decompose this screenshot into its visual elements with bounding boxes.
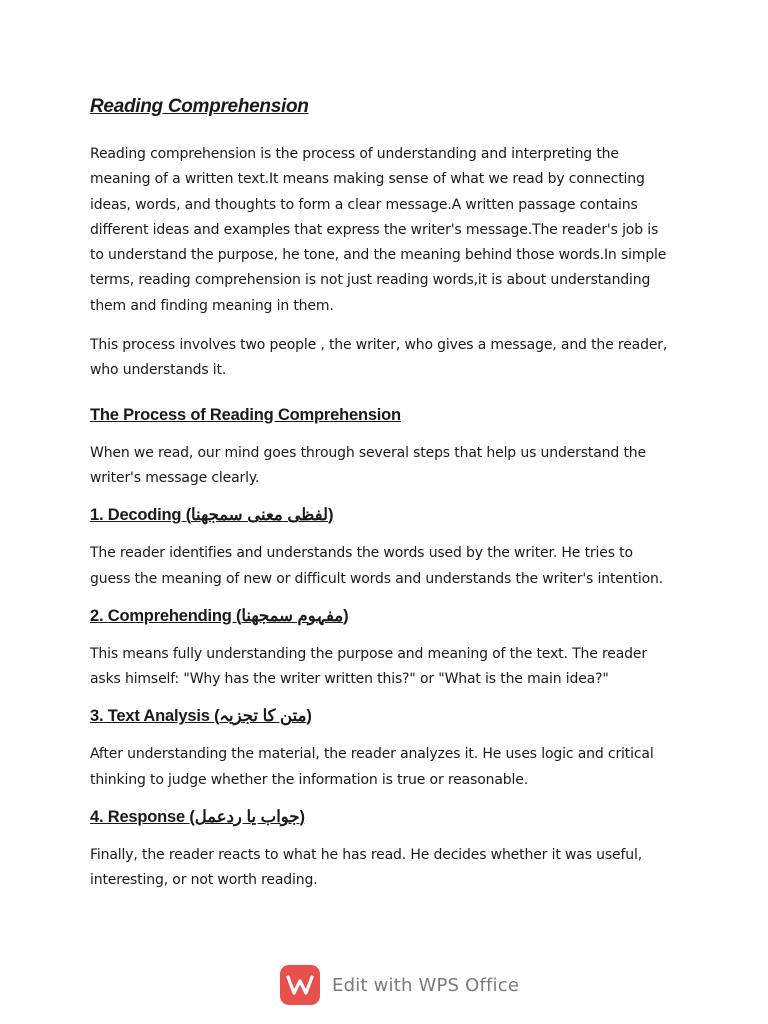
step-text-decoding: The reader identifies and understands the words used by the writer. He tries to guess the meaning of new or difficult words and understands the writer's intention.	[90, 545, 664, 587]
step-heading-response: 4. Response (جواب یا ردعمل)	[90, 808, 305, 827]
wps-watermark[interactable]	[280, 965, 519, 1005]
step-heading-text-analysis: 3. Text Analysis (متن کا تجزیہ)	[90, 707, 312, 726]
watermark-text: Edit with WPS Office	[332, 974, 520, 996]
process-intro: When we read, our mind goes through several steps that help us understand the writer's message clearly.	[90, 444, 646, 486]
step-text-response: Finally, the reader reacts to what he has read. He decides whether it was useful, interesting, or not worth reading.	[90, 847, 643, 889]
step-text-comprehending: This means fully understanding the purpose and meaning of the text. The reader asks himself: "Why has the writer written this?" or "What is the main idea?"	[90, 645, 647, 688]
document-page	[90, 96, 675, 908]
step-text-text-analysis: After understanding the material, the reader analyzes it. He uses logic and critical thinking to judge whether the information is true or reasonable.	[90, 746, 654, 788]
document-title: Reading Comprehension	[90, 96, 309, 117]
intro-paragraph-2: This process involves two people , the writer, who gives a message, and the reader, who understands it.	[90, 337, 668, 379]
intro-paragraph-1: Reading comprehension is the process of understanding and interpreting the meaning of a written text.It means making sense of what we read by connecting ideas, words, and thoughts to form a clear message.A written passage contains different ideas and examples that express the writer's message.The reader's job is to understand the purpose, he tone, and the meaning behind those words.In simple terms, reading comprehension is not just reading words,it is about understanding them and finding meaning in them.	[90, 146, 667, 314]
process-heading: The Process of Reading Comprehension	[90, 405, 401, 424]
step-heading-decoding: 1. Decoding (لفظی معنی سمجھنا)	[90, 506, 334, 525]
step-heading-comprehending: 2. Comprehending (مفہوم سمجھنا)	[90, 606, 349, 625]
wps-office-logo-icon	[280, 965, 320, 1005]
